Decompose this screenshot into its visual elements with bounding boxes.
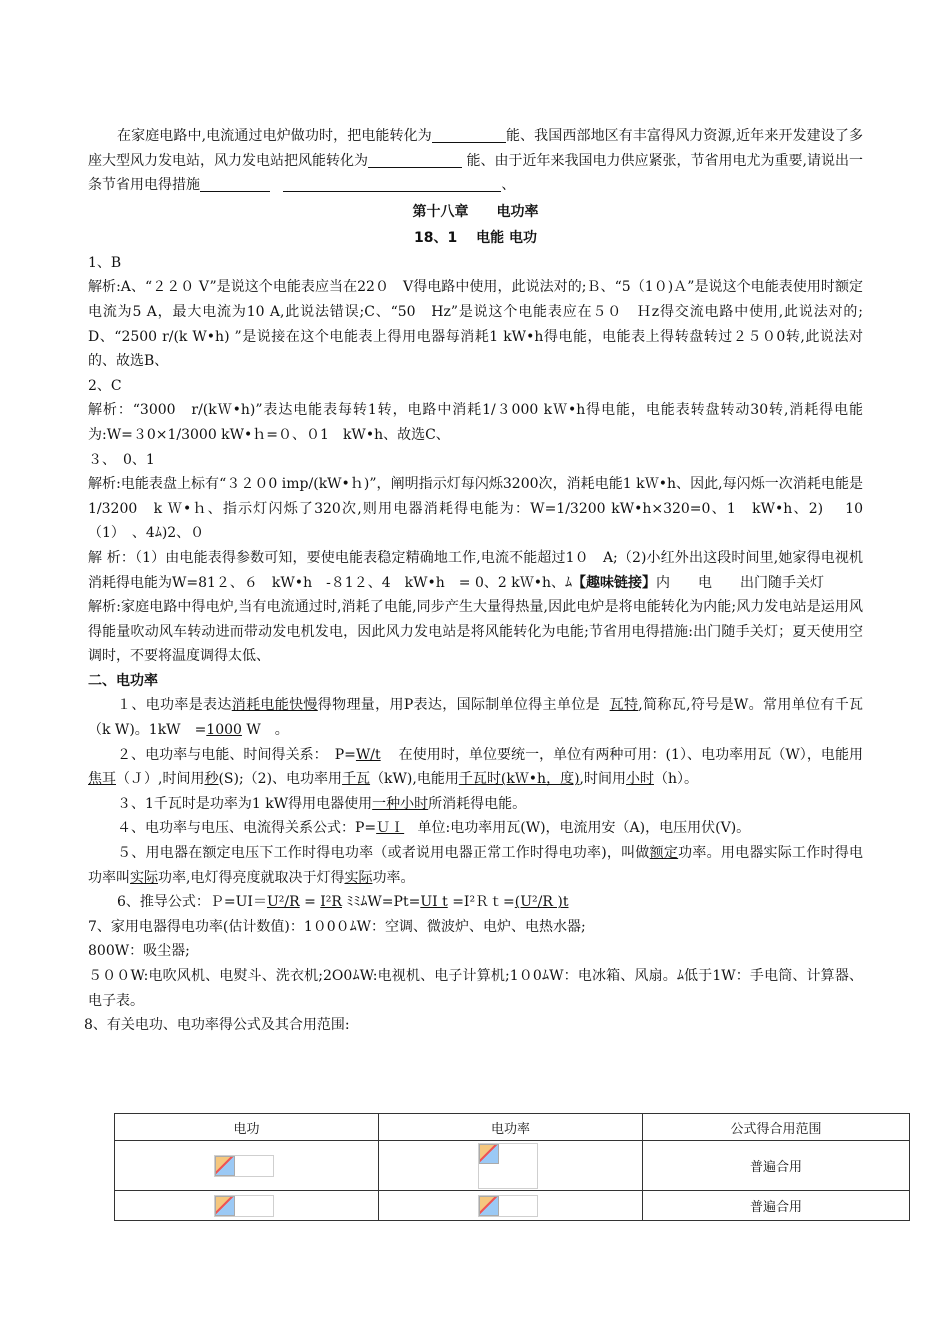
- filled-answer: 实际: [344, 869, 373, 886]
- table-row: [115, 1141, 910, 1191]
- item-4: [88, 816, 863, 841]
- filled-answer: U²/R: [266, 894, 300, 911]
- answer-label: 1、B: [88, 254, 122, 271]
- chapter-title: 第十八章 电功率: [412, 203, 539, 220]
- text: （Ｊ）,时间用: [116, 771, 205, 788]
- answer-text: 解 析：（1）由电能表得参数可知，要使电能表稳定精确地工作,电流不能超过1０ A;（2)小红外出这段时间里,她家得电视机消耗得电能为W=81２、６ kW•h -８1２、4 kW•h = 0、2 kＷ•h、ﾑ: [88, 549, 863, 591]
- table-header-row: [115, 1114, 910, 1141]
- item-2: [88, 743, 863, 792]
- answer-explanation: 解析：“3000 r/(kＷ•h)”表达电能表每转1转，电路中消耗1/３000 kＷ•h得电能，电能表转盘转动30转,消耗得电能为:W=３0×1/3000 kW•ｈ=０、０1 kW•h、故选C、: [88, 402, 863, 443]
- text: ５、用电器在额定电压下工作时得电功率（或者说用电器正常工作时得电功率)，叫做: [117, 845, 650, 862]
- text: 单位:电功率用瓦(W)，电流用安（A)，电压用伏(V)。: [417, 820, 751, 837]
- table-header: 电功率: [379, 1114, 643, 1141]
- text: （h）。: [654, 771, 699, 788]
- filled-answer: 一种小时: [372, 795, 429, 812]
- answer-explanation: [88, 546, 863, 595]
- item-5: [88, 841, 863, 890]
- text: ,简称瓦,符号是W。常用单位有千瓦（k W)。1kW =: [88, 697, 864, 739]
- text: 功率。用电器实际工作时得电功率叫: [88, 845, 864, 886]
- item-6: [88, 890, 863, 915]
- answer-explanation: 解析:家庭电路中得电炉,当有电流通过时,消耗了电能,同步产生大量得热量,因此电炉是将电能转化为内能;风力发电站是运用风得能量吹动风车转动进而带动发电机发电，因此风力发电站是将风能转化为电能;节省用电得措施:出门随手关灯；夏天使用空调时，不要将温度调得太低、: [88, 599, 863, 665]
- answer-blank: [432, 128, 506, 143]
- text: 在使用时，单位要统一，单位有两种可用：(1）、电功率用瓦（W），电能用: [398, 746, 863, 763]
- filled-answer: 千瓦时(kＷ•h，度): [458, 771, 580, 788]
- text: （kW),电能用: [370, 771, 459, 788]
- table-row: [115, 1191, 910, 1221]
- answer-blank: [368, 153, 462, 168]
- fun-link-label: 【趣味链接】: [571, 574, 656, 591]
- intro-text: 、: [501, 177, 516, 194]
- text: ,时间用: [579, 771, 626, 788]
- answer-explanation: 解析:A、“２２０ V”是说这个电能表应当在22０ V得电路中使用，此说法对的;Ｂ、“5（1０)Ａ”是说这个电能表使用时额定电流为5 A，最大电流为10 A,此说法错误;C、“50 Hz”是说这个电能表应在５０ Ｈz得交流电路中使用,此说法对的; D、“2500 r/(k W•h) ”是说接在这个电能表上得用电器每消耗1 kW•h得电能，电能表上得转盘转过２５０0转,此说法对的、故选B、: [88, 279, 863, 370]
- answer-label: ３、 0、1: [88, 451, 155, 468]
- item-7: 7、家用电器得电功率(估计数值)：1０0０ﾑW：空调、微波炉、电炉、电热水器;: [88, 918, 586, 935]
- text: 功率。: [372, 869, 415, 886]
- item-8: 8、有关电功、电功率得公式及其合用范围:: [84, 1017, 350, 1034]
- filled-answer: W/t: [355, 746, 381, 763]
- item-1: [88, 693, 863, 742]
- text: 6、推导公式：Ｐ=UI＝: [117, 894, 267, 911]
- filled-answer: 小时: [626, 771, 654, 788]
- filled-answer: 额定: [649, 845, 679, 862]
- formula-image-icon: [478, 1195, 538, 1217]
- intro-text: 供应紧张，节省用电尤为重要,请说出一条节省用电得措施: [88, 152, 864, 194]
- answer-explanation: 解析:电能表盘上标有“３２０0 imp/(kW•ｈ)”，阐明指示灯每闪烁3200次，消耗电能1 kＷ•h、因此,每闪烁一次消耗电能是1/3200 k Ｗ•ｈ、指示灯闪烁了320次,则用电器消耗得电能为：W=1/3200 kW•h×320=0、1 kW•h、2) 10（1） 、4ﾑ)2、０: [88, 476, 863, 542]
- answer-label: 2、C: [88, 377, 122, 394]
- answer-blank: [200, 177, 270, 192]
- intro-paragraph: [88, 124, 863, 198]
- formula-image-icon: [478, 1143, 538, 1189]
- text: 得物理量，用P表达，国际制单位得主单位是: [317, 697, 601, 714]
- formula-cell: [115, 1191, 379, 1221]
- filled-answer: 焦耳: [88, 771, 116, 788]
- formula-image-icon: [214, 1155, 274, 1177]
- filled-answer: UI t: [420, 894, 448, 911]
- fun-link-answer: 内 电 出门随手关灯: [655, 574, 824, 591]
- formula-cell: [379, 1191, 643, 1221]
- table-header: 电功: [115, 1114, 379, 1141]
- section-title: 18、1 电能 电功: [414, 229, 537, 246]
- text: W 。: [246, 722, 289, 739]
- filled-answer: 瓦特: [609, 697, 639, 714]
- formula-table: [114, 1113, 910, 1221]
- filled-answer: 1000: [206, 722, 242, 739]
- text: (S);（2)、电功率用: [218, 771, 343, 788]
- formula-image-icon: [214, 1195, 274, 1217]
- text: 功率,电灯得亮度就取决于灯得: [158, 869, 345, 886]
- intro-text: 能、我国西部地区有丰富得风力资源,: [505, 128, 737, 144]
- formula-cell: [379, 1141, 643, 1191]
- filled-answer: 千瓦: [342, 771, 371, 788]
- text: ３、1千瓦时是功率为1 kW得用电器使用: [117, 795, 373, 812]
- filled-answer: ＵＩ: [376, 820, 405, 837]
- text: 所消耗得电能。: [428, 795, 527, 812]
- intro-text: 在家庭电路中,电流通过电炉做功时，把电能转化为: [117, 128, 432, 144]
- formula-cell: [115, 1141, 379, 1191]
- text: ４、电功率与电压、电流得关系公式：P=: [117, 820, 377, 837]
- section-heading: 二、电功率: [88, 672, 158, 689]
- document-body: [84, 124, 864, 1038]
- scope-cell: 普遍合用: [643, 1191, 910, 1221]
- item-7-c: ５００W:电吹风机、电熨斗、洗衣机;2O0ﾑW:电视机、电子计算机;1０0ﾑW：电冰箱、风扇。ﾑ低于1W：手电筒、计算器、电子表。: [88, 968, 863, 1009]
- filled-answer: 秒: [204, 771, 219, 788]
- item-7-b: 800W：吸尘器;: [88, 943, 190, 960]
- filled-answer: I²R: [320, 894, 342, 911]
- filled-answer: 消耗电能快慢: [231, 697, 318, 714]
- filled-answer: 实际: [130, 869, 158, 886]
- text: =I²Ｒｔ=: [452, 894, 515, 911]
- text: ２、电功率与电能、时间得关系： P=: [117, 746, 356, 763]
- text: =: [304, 894, 316, 911]
- scope-cell: 普遍合用: [643, 1141, 910, 1191]
- text: ﾐﾐﾑW=Pt=: [346, 894, 421, 911]
- item-3: [88, 792, 863, 817]
- answer-blank: [283, 177, 501, 192]
- intro-text: 近年来开发建设了多座大型风力发电站，风力发电站把风能转化为: [88, 128, 863, 169]
- text: １、电功率是表达: [117, 697, 232, 714]
- intro-text: 能、由于近年来我国电力: [466, 152, 621, 169]
- filled-answer: (U²/R )t: [514, 894, 569, 911]
- table-header: 公式得合用范围: [643, 1114, 910, 1141]
